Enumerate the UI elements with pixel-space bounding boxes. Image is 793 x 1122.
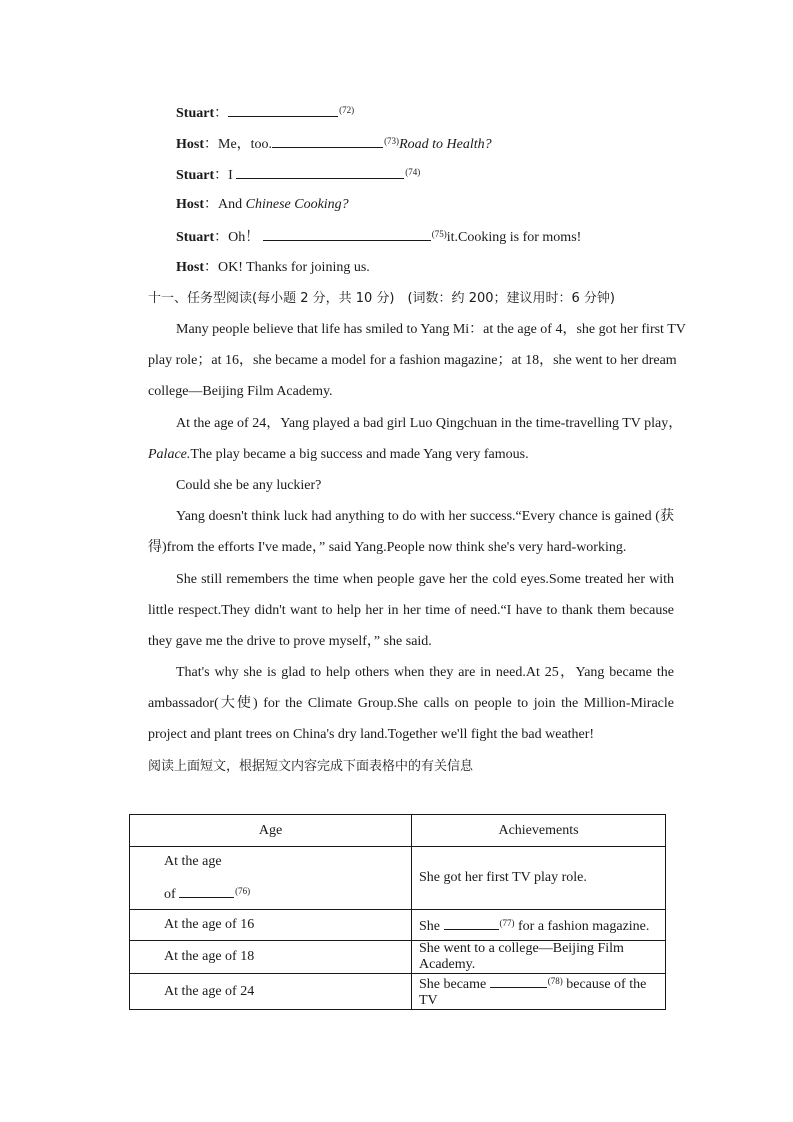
text-line: She still remembers the time when people gave her the cold eyes.Some treated her with — [176, 572, 674, 587]
text-line: ambassador(大使) for the Climate Group.She calls on people to join the Million-Miracle — [148, 696, 674, 711]
answer-blank-73[interactable] — [272, 134, 383, 148]
text-line: Many people believe that life has smiled to Yang Mi：at the age of 4，she got her first TV — [176, 322, 686, 337]
text-line: Yang doesn't think luck had anything to do with her success.“Every chance is gained (获 — [176, 509, 674, 524]
book-title: Chinese Cooking? — [245, 197, 349, 212]
dialogue-line-host-cooking — [176, 196, 349, 214]
passage-paragraph-6 — [148, 664, 674, 757]
info-table — [129, 814, 666, 1010]
header-age: Age — [130, 815, 412, 847]
text-fragment: The play became a big success and made Yang very famous. — [190, 447, 529, 462]
text-line: little respect.They didn't want to help her in her time of need.“I have to thank them because — [148, 603, 674, 618]
age-cell — [130, 847, 412, 910]
achievement-text: She — [419, 918, 444, 934]
passage-paragraph-3 — [148, 477, 674, 508]
answer-blank-77[interactable] — [444, 916, 499, 930]
age-text: At the age — [164, 853, 222, 869]
question-number: (73) — [384, 136, 400, 146]
table-row — [130, 847, 666, 910]
text-line: Could she be any luckier? — [176, 478, 322, 493]
text-line — [148, 446, 674, 477]
dialogue-line-host-thanks — [176, 259, 370, 277]
question-number: (76) — [235, 885, 251, 896]
speaker: Host — [176, 260, 204, 275]
achievement-text: because of the TV — [419, 977, 647, 1008]
answer-blank-74[interactable] — [236, 165, 404, 179]
speaker: Host — [176, 137, 204, 152]
answer-blank-75[interactable] — [263, 227, 431, 241]
dialogue-text: I — [228, 168, 237, 183]
section-title: 十一、任务型阅读(每小题 2 分，共 10 分) (词数：约 200；建议用时：6 分钟) — [148, 291, 615, 306]
text-line: play role；at 16，she became a model for a fashion magazine；at 18，she went to her dream — [148, 353, 677, 368]
passage-paragraph-4 — [148, 508, 674, 570]
achievement-cell: She got her first TV play role. — [412, 847, 666, 910]
separator: ： — [204, 137, 218, 152]
speaker: Stuart — [176, 230, 215, 245]
book-title: Road to Health? — [399, 137, 492, 152]
separator: ： — [204, 260, 218, 275]
achievement-cell — [412, 974, 666, 1010]
speaker: Stuart — [176, 106, 215, 121]
tv-play-title: Palace. — [148, 447, 191, 462]
table-row — [130, 941, 666, 974]
text-line: college—Beijing Film Academy. — [148, 384, 333, 399]
table-row — [130, 910, 666, 941]
table-row — [130, 974, 666, 1010]
dialogue-text: And — [218, 197, 246, 212]
separator: ： — [204, 197, 218, 212]
age-cell: At the age of 16 — [130, 910, 412, 941]
question-number: (78) — [547, 976, 563, 986]
answer-blank-78[interactable] — [490, 974, 547, 988]
question-number: (77) — [499, 917, 515, 928]
age-cell: At the age of 18 — [130, 941, 412, 974]
question-number: (75) — [431, 229, 447, 239]
dialogue-text: Oh！ — [228, 230, 263, 245]
achievement-cell — [412, 910, 666, 941]
table-header-row — [130, 815, 666, 847]
age-cell: At the age of 24 — [130, 974, 412, 1010]
text-line: That's why she is glad to help others when they are in need.At 25，Yang became the — [176, 665, 674, 680]
passage-paragraph-5 — [148, 571, 674, 664]
dialogue-text: Me，too. — [218, 137, 273, 152]
dialogue-text: it.Cooking is for moms! — [446, 230, 582, 245]
text-line: project and plant trees on China's dry land.Together we'll fight the bad weather! — [148, 727, 595, 742]
question-number: (74) — [405, 167, 421, 177]
achievement-cell: She went to a college—Beijing Film Academy. — [412, 941, 666, 974]
dialogue-line-75 — [176, 227, 581, 247]
speaker: Host — [176, 197, 204, 212]
passage-paragraph-1 — [148, 321, 686, 414]
task-instruction: 阅读上面短文，根据短文内容完成下面表格中的有关信息 — [148, 759, 474, 774]
speaker: Stuart — [176, 168, 215, 183]
achievement-text: for a fashion magazine. — [514, 918, 650, 934]
age-text: of — [164, 886, 180, 902]
text-line: At the age of 24，Yang played a bad girl Luo Qingchuan in the time-travelling TV play， — [176, 416, 683, 431]
text-line: 得)from the efforts I've made，” said Yang.People now think she's very hard-working. — [148, 540, 627, 555]
dialogue-line-73 — [176, 134, 492, 154]
separator: ： — [214, 230, 229, 245]
dialogue-line-72 — [176, 103, 354, 123]
text-line: they gave me the drive to prove myself，” she said. — [148, 634, 432, 649]
dialogue-line-74 — [176, 165, 420, 185]
achievement-text: She became — [419, 977, 490, 992]
answer-blank-72[interactable] — [228, 103, 338, 117]
passage-paragraph-2 — [148, 415, 683, 477]
separator: ： — [214, 168, 229, 183]
header-achievements: Achievements — [412, 815, 666, 847]
answer-blank-76[interactable] — [179, 884, 234, 898]
dialogue-text: OK! Thanks for joining us. — [218, 260, 370, 275]
separator: ： — [214, 106, 229, 121]
question-number: (72) — [339, 105, 355, 115]
